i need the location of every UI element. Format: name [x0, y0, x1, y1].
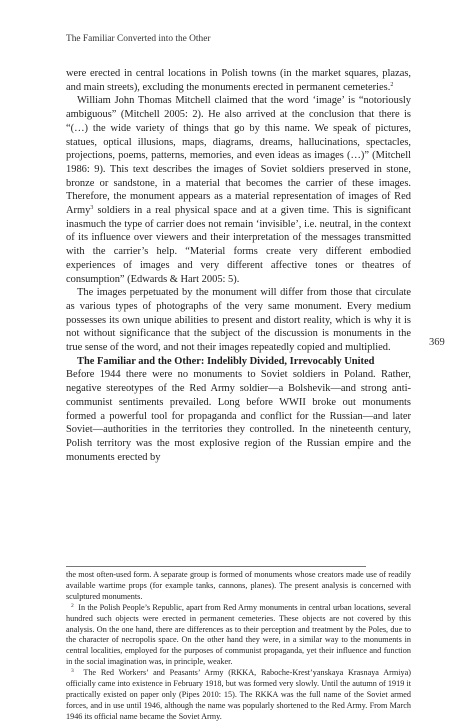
running-head: The Familiar Converted into the Other: [66, 34, 211, 44]
main-text: [66, 67, 411, 464]
footnote-ref-2[interactable]: 2: [390, 81, 394, 88]
paragraph-text-continued: soldiers in a real physical space and at a given time. This is significant inasmuch the type of carrier does not remain ‘invisible’, i.e. neutral, in the context of its influence over viewers and their interpretation of the messages transmitted with the carrier’s help. “Material forms create very different embodied experiences of images and very different affective tones or theatres of consumption” (Edwards & Hart 2005: 5).: [66, 205, 411, 285]
footnote-number: 2: [71, 602, 74, 609]
footnote-2: [66, 603, 411, 668]
paragraph-images: The images perpetuated by the monument will differ from those that circulate as various types of photographs of the very same monument. Every medium possesses its own unique abilities to present and distort reality, which is why it is not without significance that the subject of the discussion is monuments in the true sense of the word, and not their images repeatedly copied and multiplied.: [66, 287, 411, 354]
paragraph-text: were erected in central locations in Polish towns (in the market squares, plazas, and main streets), excluding the monuments erected in permanent cemeteries.: [66, 68, 411, 93]
paragraph-before-1944: Before 1944 there were no monuments to Soviet soldiers in Poland. Rather, negative stereotypes of the Red Army soldier—a Bolshevik—and strong anti-communist sentiments prevailed. Long before WWII broke out monuments formed a powerful tool for propaganda and conflict for the Russian—and later Soviet—authorities in the territories they controlled. In the nineteenth century, Polish territory was the most explosive region of the Russian empire and the monuments erected by: [66, 369, 411, 463]
footnote-text: In the Polish People’s Republic, apart from Red Army monuments in central urban locations, several hundred such objects were erected in permanent cemeteries. These objects are not covered by this analysis. On the one hand, there are differences as to their perception and treatment by the Poles, due to the character of necropolis space. On the other hand they were, in a similar way to the monuments in central localities, employed for the purposes of communist propaganda, yet their influence and function in the social imagination was, in principle, weaker.: [66, 602, 412, 667]
footnote-continued: the most often-used form. A separate group is formed of monuments whose creators made use of readily available wartime props (for example tanks, cannons, planes). The present analysis is concerned with sculptured monuments.: [66, 570, 411, 601]
footnote-3: [66, 668, 411, 723]
footnotes: [66, 570, 411, 723]
footnote-text: The Red Workers’ and Peasants’ Army (RKKA, Raboche-Krest’yanskaya Krasnaya Armiya) officially came into existence in February 1918, but was formed very slowly. Until the autumn of 1919 it practically existed on paper only (Pipes 2010: 15). The RKKA was the full name of the Soviet armed forces, and in use until 1946, although the name was popularly shortened to the Red Army. From March 1946 its official name became the Soviet Army.: [66, 668, 412, 721]
paragraph-text: William John Thomas Mitchell claimed that the word ‘image’ is “notoriously ambiguous” (Mitchell 2005: 2). He also arrived at the conclusion that there is “(…) the wide variety of things that go by this name. We speak of pictures, statues, optical illusions, maps, diagrams, dreams, hallucinations, spectacles, projections, poems, patterns, memories, and even ideas as images (…)” (Mitchell 1986: 9). This text describes the images of Soviet soldiers preserved in stone, bronze or sandstone, in a material that becomes the carrier of these images. Therefore, the monument appears as a material representation of images of Red Army: [66, 95, 411, 217]
footnote-number: 3: [71, 668, 74, 675]
paragraph-continued: [66, 67, 411, 94]
footnote-divider: [66, 566, 366, 567]
section-heading: The Familiar and the Other: Indelibly Divided, Irrevocably United: [77, 355, 375, 367]
page-number: 369: [429, 337, 445, 348]
footnote-ref-3[interactable]: 3: [90, 205, 94, 212]
paragraph-mitchell: [66, 94, 411, 286]
